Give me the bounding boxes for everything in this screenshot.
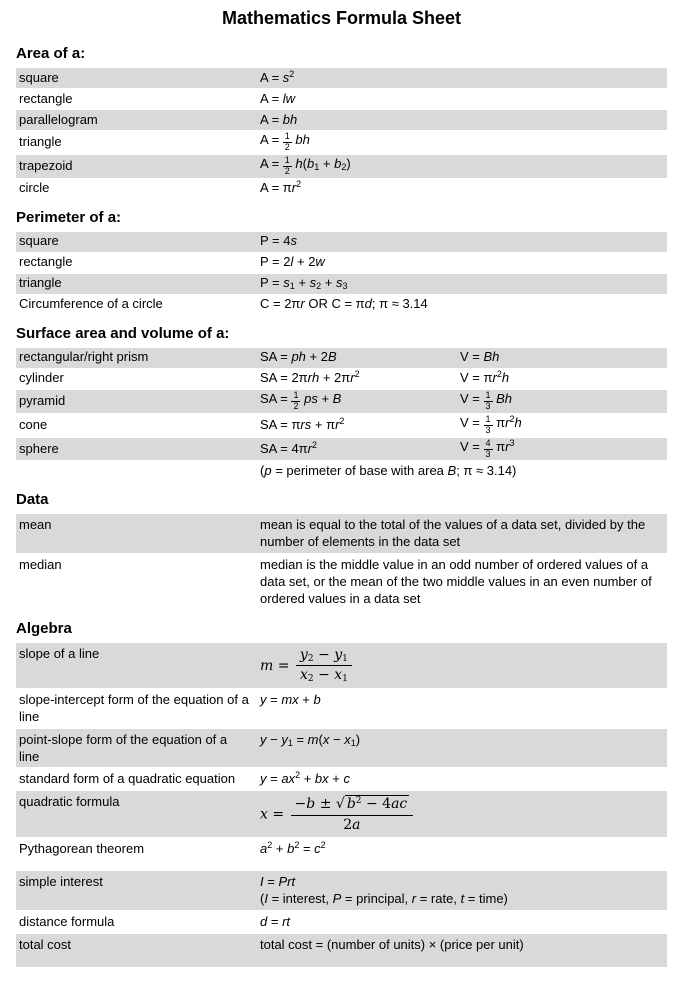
row-formula: P = 4s bbox=[260, 233, 297, 249]
row-label: simple interest bbox=[19, 874, 103, 890]
table-row bbox=[16, 643, 667, 688]
table-row bbox=[16, 68, 667, 88]
row-volume-formula: V = Bh bbox=[460, 349, 500, 365]
row-label: quadratic formula bbox=[19, 794, 120, 810]
row-label: triangle bbox=[19, 134, 62, 149]
row-formula: SA = $4\pi r^2$ bbox=[260, 439, 317, 456]
table-row bbox=[16, 871, 667, 910]
row-formula: (p = perimeter of base with area B; π ≈ 3.14) bbox=[260, 463, 517, 478]
table-row bbox=[16, 689, 667, 728]
section-rows-perimeter bbox=[16, 232, 667, 315]
row-label: distance formula bbox=[19, 914, 115, 930]
table-row bbox=[16, 934, 667, 967]
row-label: square bbox=[19, 69, 59, 85]
row-label: rectangular/right prism bbox=[19, 349, 149, 365]
table-row bbox=[16, 274, 667, 294]
row-label: point-slope form of the equation of a line bbox=[19, 731, 228, 764]
row-label: pyramid bbox=[19, 392, 66, 408]
row-formula: median is the middle value in an odd number of ordered values of a data set, or the mean of the two middle values in an even number of ordered values in a data set bbox=[260, 557, 652, 607]
row-label: slope-intercept form of the equation of a line bbox=[19, 691, 249, 724]
page-title: Mathematics Formula Sheet bbox=[221, 8, 462, 28]
row-formula: A = $\frac{1}{2}$ bh bbox=[260, 131, 310, 152]
sections-container bbox=[16, 45, 667, 967]
row-volume-formula: V = $\frac{1}{3}$ $\pi r^2h$ bbox=[460, 413, 522, 435]
table-row bbox=[16, 768, 667, 790]
spacer-row bbox=[16, 861, 667, 870]
row-formula: P = 2l + 2w bbox=[260, 254, 325, 270]
row-formula: $a^2 + b^2 = c^2$ bbox=[260, 840, 326, 857]
row-label: standard form of a quadratic equation bbox=[19, 771, 236, 787]
section-heading-data: Data bbox=[16, 491, 49, 509]
row-volume-formula: V = $\frac{1}{3}$ Bh bbox=[460, 389, 513, 411]
row-formula: SA = ph + 2B bbox=[260, 349, 337, 365]
row-formula: A = $\frac{1}{2}$ $h(b_1 + b_2)$ bbox=[260, 155, 351, 176]
section-heading-surface-volume: Surface area and volume of a: bbox=[16, 324, 230, 342]
table-row bbox=[16, 838, 667, 860]
table-row bbox=[16, 232, 667, 252]
row-label: square bbox=[19, 233, 59, 249]
row-label: mean bbox=[19, 517, 52, 533]
section-heading-perimeter: Perimeter of a: bbox=[16, 208, 122, 226]
row-formula: $P = s_1 + s_2 + s_3$ bbox=[260, 275, 348, 292]
row-formula: SA = $\pi rs + \pi r^2$ bbox=[260, 415, 345, 432]
row-label: slope of a line bbox=[19, 645, 100, 661]
row-formula: m = $\frac{y_2 - y_1}{x_2 - x_1}$ bbox=[260, 646, 667, 686]
table-row bbox=[16, 729, 667, 768]
row-volume-formula: V = $\frac{4}{3}$ $\pi r^3$ bbox=[460, 437, 515, 459]
table-row bbox=[16, 390, 667, 413]
table-row bbox=[16, 253, 667, 273]
row-label: trapezoid bbox=[19, 157, 73, 173]
table-row bbox=[16, 369, 667, 389]
row-formula: total cost = (number of units) × (price per unit) bbox=[260, 936, 524, 952]
row-formula: $y = ax^2$ + bx + c bbox=[260, 770, 350, 787]
table-row bbox=[16, 554, 667, 610]
table-row bbox=[16, 155, 667, 178]
table-row bbox=[16, 438, 667, 461]
section-rows-surface-volume bbox=[16, 348, 667, 482]
row-label: median bbox=[19, 557, 62, 573]
row-label: cone bbox=[19, 416, 48, 432]
row-label: triangle bbox=[19, 275, 62, 291]
table-row bbox=[16, 514, 667, 553]
row-formula: SA = $\frac{1}{2}$ ps + B bbox=[260, 389, 342, 411]
section-heading-algebra: Algebra bbox=[16, 619, 72, 637]
row-formula: y = mx + b bbox=[260, 691, 321, 707]
table-row bbox=[16, 461, 667, 481]
row-label: total cost bbox=[19, 936, 72, 952]
row-formula: d = rt bbox=[260, 914, 291, 930]
section-rows-area bbox=[16, 68, 667, 199]
table-row bbox=[16, 89, 667, 109]
row-formula: I = Prt (I = interest, P = principal, r = rate, t = time) bbox=[260, 874, 508, 907]
row-formula: $A = s^2$ bbox=[260, 68, 295, 85]
row-formula: C = 2πr OR C = πd; π ≈ 3.14 bbox=[260, 296, 428, 312]
section-rows-data bbox=[16, 514, 667, 609]
table-row bbox=[16, 911, 667, 933]
row-label: sphere bbox=[19, 440, 59, 456]
table-row bbox=[16, 791, 667, 837]
row-formula: $A = \pi r^2$ bbox=[260, 179, 302, 196]
row-label: parallelogram bbox=[19, 111, 98, 127]
table-row bbox=[16, 414, 667, 437]
row-label: circle bbox=[19, 180, 50, 196]
row-label: rectangle bbox=[19, 90, 73, 106]
table-row bbox=[16, 295, 667, 315]
table-row bbox=[16, 179, 667, 199]
row-label: Pythagorean theorem bbox=[19, 841, 145, 857]
table-row bbox=[16, 348, 667, 368]
table-row bbox=[16, 110, 667, 130]
row-formula: A = bh bbox=[260, 111, 298, 127]
row-formula: SA = $2\pi rh + 2\pi r^2$ bbox=[260, 369, 360, 386]
section-heading-area: Area of a: bbox=[16, 45, 86, 62]
row-label: Circumference of a circle bbox=[19, 296, 163, 312]
section-rows-algebra bbox=[16, 643, 667, 967]
row-formula: mean is equal to the total of the values of a data set, divided by the number of elements in the data set bbox=[260, 517, 646, 550]
row-label: rectangle bbox=[19, 254, 73, 270]
table-row bbox=[16, 131, 667, 154]
row-label: cylinder bbox=[19, 370, 64, 386]
row-volume-formula: $V = \pi r^2h$ bbox=[460, 369, 510, 386]
row-formula: A = lw bbox=[260, 90, 296, 106]
row-formula: $y - y_1 = m(x - x_1)$ bbox=[260, 731, 361, 748]
row-formula: x = $\frac{-b \pm √ b^2 - 4ac}{2a}$ bbox=[260, 794, 667, 835]
